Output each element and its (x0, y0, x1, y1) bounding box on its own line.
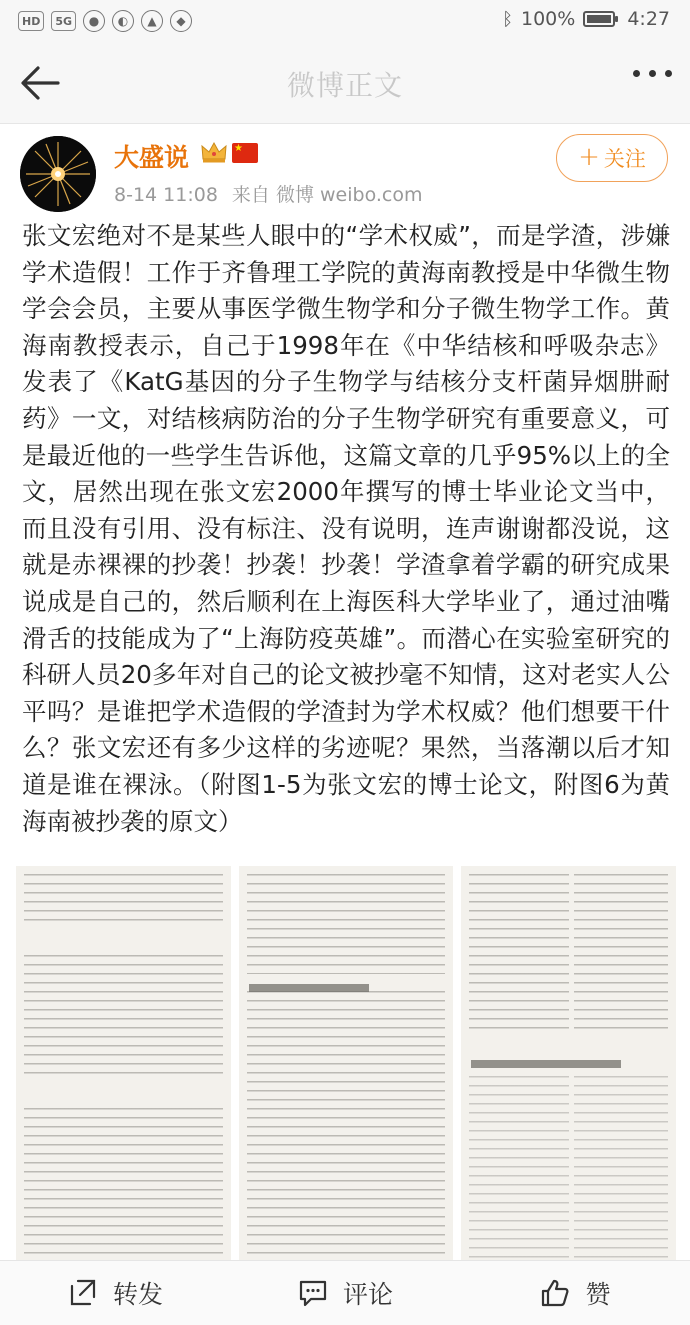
user-badges (200, 139, 258, 165)
more-dot-icon (633, 70, 640, 77)
bottom-action-bar (0, 1260, 690, 1325)
signal-indicator: 5G (51, 11, 76, 31)
avatar-firework-icon (20, 136, 96, 212)
post-image-1[interactable] (16, 866, 231, 1260)
post-image-2[interactable] (239, 866, 454, 1260)
nav-bar (0, 42, 690, 124)
repost-label: 转发 (112, 1280, 163, 1309)
repost-icon (67, 1277, 99, 1309)
post-image-3[interactable] (461, 866, 676, 1260)
chat-icon: ◐ (112, 10, 134, 32)
more-dot-icon (649, 70, 656, 77)
post-text: 张文宏绝对不是某些人眼中的“学术权威”，而是学渣，涉嫌学术造假！工作于齐鲁理工学院的黄海南教授是中华微生物学会会员，主要从事医学微生物学和分子微生物学工作。黄海南教授表示，自己于1998年在《中华结核和呼吸杂志》发表了《KatG基因的分子生物学与结核分支杆菌异烟肼耐药》一文，对结核病防治的分子生物学研究有重要意义，可是最近他的一些学生告诉他，这篇文章的几乎95%以上的全文，居然出现在张文宏2000年撰写的博士毕业论文当中，而且没有引用、没有标注、没有说明，连声谢谢都没说，这就是赤裸裸的抄袭！抄袭！抄袭！学渣拿着学霸的研究成果说成是自己的，然后顺利在上海医科大学毕业了，通过油嘴滑舌的技能成为了“上海防疫英雄”。而潜心在实验室研究的科研人员20多年对自己的论文被抄毫不知情，这对老实人公平吗？是谁把学术造假的学渣封为学术权威？他们想要干什么？张文宏还有多少这样的劣迹呢？果然，当落潮以后才知道是谁在裸泳。（附图1-5为张文宏的博士论文，附图6为黄海南被抄袭的原文） (22, 221, 670, 836)
bluetooth-icon: ᛒ (502, 8, 513, 30)
hd-indicator: HD (18, 11, 44, 31)
battery-percent: 100% (521, 8, 576, 30)
clock: 4:27 (627, 8, 670, 30)
comment-icon (297, 1277, 329, 1309)
comment-button[interactable] (230, 1261, 460, 1325)
post-images (16, 866, 676, 1260)
post-card (0, 124, 690, 1260)
app-icon: ◆ (170, 10, 192, 32)
plus-icon: + (578, 142, 600, 172)
status-right (502, 8, 670, 30)
notification-icon: ● (83, 10, 105, 32)
post-meta (114, 180, 422, 207)
like-label: 赞 (585, 1280, 611, 1309)
comment-label: 评论 (342, 1280, 393, 1309)
shield-icon: ▲ (141, 10, 163, 32)
status-left (18, 10, 192, 32)
more-dot-icon (665, 70, 672, 77)
post-date: 8-14 11:08 (114, 184, 218, 206)
battery-icon (583, 11, 615, 27)
page-title: 微博正文 (286, 69, 403, 102)
thumbs-up-icon (539, 1277, 571, 1309)
post-source: 来自 微博 weibo.com (231, 184, 423, 206)
user-name[interactable]: 大盛说 (114, 143, 190, 172)
like-button[interactable] (460, 1261, 690, 1325)
follow-label: 关注 (603, 147, 646, 171)
repost-button[interactable] (0, 1261, 230, 1325)
status-bar (0, 0, 690, 42)
avatar[interactable] (20, 136, 96, 212)
crown-icon (200, 139, 228, 165)
china-flag-icon: ★ (232, 143, 258, 163)
follow-button[interactable] (556, 134, 668, 182)
more-button[interactable] (633, 70, 672, 77)
